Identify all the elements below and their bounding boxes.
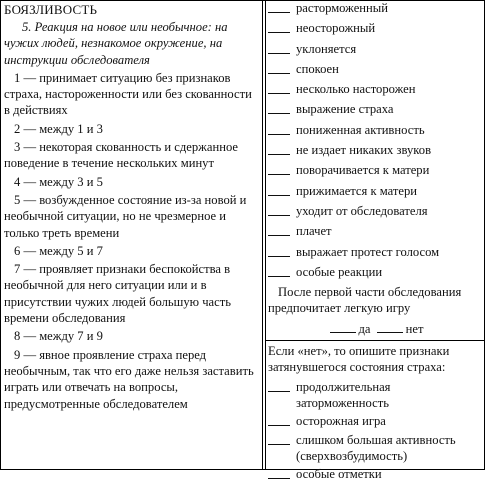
- check-blank[interactable]: [268, 432, 290, 445]
- checklist-row: [268, 244, 482, 260]
- checklist-label: пониженная активность: [296, 122, 425, 137]
- check-blank[interactable]: [268, 264, 290, 277]
- fear-sign-row: [268, 379, 482, 412]
- scale-item-3: 3 — некоторая скованность и сдержанное поведение в течение нескольких минут: [4, 140, 238, 171]
- checklist-row: [268, 162, 482, 178]
- fear-sign-label: осторожная игра: [296, 414, 386, 429]
- check-blank[interactable]: [268, 81, 290, 94]
- checklist-row: [268, 122, 482, 138]
- checklist-row: [268, 41, 482, 57]
- scale-item-5: 5 — возбужденное состояние из-за новой и необычной ситуации, но не чрезмерное и только треть времени: [4, 192, 247, 240]
- checklist-row: [268, 81, 482, 97]
- checklist-row: [268, 101, 482, 117]
- check-blank[interactable]: [268, 0, 290, 13]
- checklist-row: [268, 61, 482, 77]
- checklist-row: [268, 20, 482, 36]
- check-blank[interactable]: [268, 162, 290, 175]
- checklist-label: не издает никаких звуков: [296, 143, 432, 158]
- check-blank[interactable]: [268, 122, 290, 135]
- checklist-row: [268, 223, 482, 239]
- check-blank[interactable]: [268, 183, 290, 196]
- checklist-label: расторможенный: [296, 1, 388, 15]
- fear-sign-label: особые отметки: [296, 467, 382, 482]
- column-divider-inner: [265, 0, 266, 470]
- column-divider: [262, 0, 263, 470]
- fear-sign-row: [268, 466, 482, 482]
- checklist-row: [268, 142, 482, 158]
- check-blank[interactable]: [268, 203, 290, 216]
- if-no-text: Если «нет», то опишите признаки затянувшегося состояния страха:: [268, 344, 450, 375]
- check-blank[interactable]: [268, 466, 290, 479]
- check-blank[interactable]: [268, 101, 290, 114]
- yes-blank[interactable]: [330, 320, 356, 333]
- fear-sign-row: [268, 432, 482, 465]
- check-blank[interactable]: [268, 223, 290, 236]
- scale-item-9: 9 — явное проявление страха перед необычным, так что его даже нельзя заставить играть или отвечать на вопросы, предусмотренные обследователем: [4, 347, 254, 411]
- checklist-label: уходит от обследователя: [296, 203, 428, 218]
- checklist-label: несколько насторожен: [296, 82, 416, 97]
- scale-item-8: 8 — между 7 и 9: [14, 329, 103, 344]
- scale-item-7: 7 — проявляет признаки беспокойства в необычной для него ситуации или и в присутствии чужих людей большую часть времени обследования: [4, 262, 231, 326]
- check-blank[interactable]: [268, 413, 290, 426]
- checklist-row: [268, 264, 482, 280]
- no-blank[interactable]: [377, 320, 403, 333]
- checklist-label: особые реакции: [296, 264, 383, 279]
- checklist-label: выражение страха: [296, 102, 394, 117]
- no-label: нет: [405, 321, 424, 336]
- scale-item-1: 1 — принимает ситуацию без признаков страха, настороженности или без скованности в действиях: [4, 70, 252, 118]
- item-intro: 5. Реакция на новое или необычное: на чужих людей, незнакомое окружение, на инструкции обследователя: [4, 20, 228, 67]
- section-title: БОЯЗЛИВОСТЬ: [4, 2, 98, 17]
- checklist-label: выражает протест голосом: [296, 244, 440, 259]
- after-first-part-text: После первой части обследования предпочитает легкую игру: [268, 285, 462, 316]
- fear-sign-label: слишком большая активность (сверхвозбудимость): [296, 432, 456, 463]
- check-blank[interactable]: [268, 61, 290, 74]
- fear-sign-row: [268, 413, 482, 429]
- checklist-row: [268, 0, 482, 16]
- scale-item-6: 6 — между 5 и 7: [14, 243, 103, 258]
- fear-sign-label: продолжительная заторможенность: [296, 379, 391, 410]
- checklist-label: поворачивается к матери: [296, 163, 430, 178]
- checklist-row: [268, 203, 482, 219]
- checklist-label: плачет: [296, 224, 332, 239]
- checklist-label: неосторожный: [296, 21, 376, 36]
- checklist-label: спокоен: [296, 61, 339, 76]
- yes-label: да: [358, 321, 371, 336]
- checklist-label: прижимается к матери: [296, 183, 418, 198]
- check-blank[interactable]: [268, 379, 290, 392]
- scale-item-2: 2 — между 1 и 3: [14, 121, 103, 136]
- section-rule: [265, 340, 485, 341]
- check-blank[interactable]: [268, 244, 290, 257]
- yes-no-row: [268, 320, 482, 337]
- scale-item-4: 4 — между 3 и 5: [14, 174, 103, 189]
- check-blank[interactable]: [268, 142, 290, 155]
- right-column: [268, 0, 482, 484]
- check-blank[interactable]: [268, 20, 290, 33]
- left-column: [4, 0, 259, 414]
- checklist-row: [268, 183, 482, 199]
- check-blank[interactable]: [268, 41, 290, 54]
- checklist-label: уклоняется: [296, 41, 357, 56]
